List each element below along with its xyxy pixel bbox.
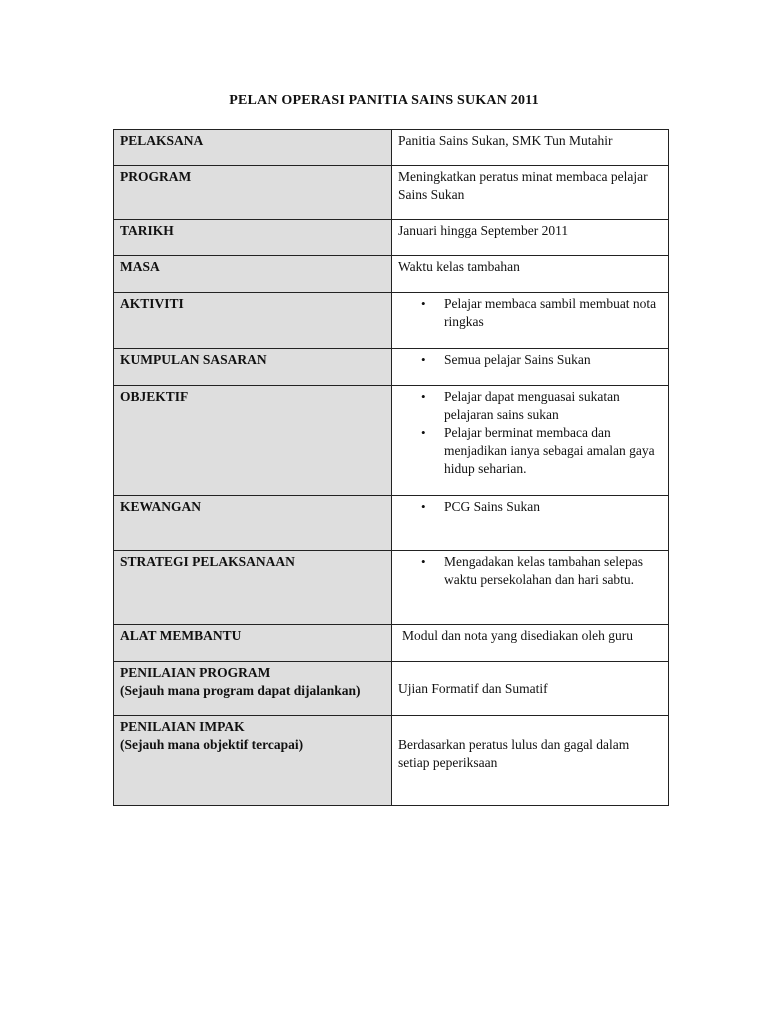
row-value-cell <box>392 625 669 662</box>
row-label-cell <box>114 293 392 349</box>
row-label-cell <box>114 551 392 625</box>
row-label-cell <box>114 386 392 496</box>
row-label: STRATEGI PELAKSANAAN <box>120 554 295 569</box>
list-item: • PCG Sains Sukan <box>398 498 662 516</box>
row-sublabel: (Sejauh mana objektif tercapai) <box>120 737 304 752</box>
row-value-cell <box>392 551 669 625</box>
bullet-list <box>398 553 662 589</box>
row-label: AKTIVITI <box>120 296 184 311</box>
table-row-objektif <box>114 386 669 496</box>
list-item: • Pelajar membaca sambil membuat nota ringkas <box>398 295 662 331</box>
operation-plan-table <box>113 129 669 806</box>
table-row-kewangan <box>114 496 669 551</box>
row-value-cell <box>392 256 669 293</box>
table-row-kumpulan-sasaran <box>114 349 669 386</box>
table-row-tarikh <box>114 220 669 256</box>
row-value: Modul dan nota yang disediakan oleh guru <box>402 628 633 643</box>
list-item: • Mengadakan kelas tambahan selepas waktu persekolahan dan hari sabtu. <box>398 553 662 589</box>
row-label-cell <box>114 496 392 551</box>
table-row-alat-membantu <box>114 625 669 662</box>
table-row-pelaksana <box>114 130 669 166</box>
row-value: Berdasarkan peratus lulus dan gagal dalam setiap peperiksaan <box>398 737 630 770</box>
row-label: KUMPULAN SASARAN <box>120 352 267 367</box>
table-row-penilaian-impak <box>114 716 669 806</box>
row-label: PELAKSANA <box>120 133 204 148</box>
row-label: KEWANGAN <box>120 499 202 514</box>
row-value-cell <box>392 716 669 806</box>
row-value-cell <box>392 293 669 349</box>
row-value: Waktu kelas tambahan <box>398 259 520 274</box>
row-value: Ujian Formatif dan Sumatif <box>398 681 548 696</box>
row-label: TARIKH <box>120 223 174 238</box>
row-label-cell <box>114 220 392 256</box>
row-label: OBJEKTIF <box>120 389 189 404</box>
row-value-cell <box>392 496 669 551</box>
bullet-list <box>398 295 662 331</box>
row-label: MASA <box>120 259 160 274</box>
table-row-strategi-pelaksanaan <box>114 551 669 625</box>
row-label-cell <box>114 166 392 220</box>
bullet-list <box>398 388 662 478</box>
table-row-masa <box>114 256 669 293</box>
row-label-cell <box>114 625 392 662</box>
row-value: Januari hingga September 2011 <box>398 223 569 238</box>
row-sublabel: (Sejauh mana program dapat dijalankan) <box>120 683 361 698</box>
table-row-aktiviti <box>114 293 669 349</box>
row-value-cell <box>392 662 669 716</box>
row-label: PROGRAM <box>120 169 192 184</box>
document-title: PELAN OPERASI PANITIA SAINS SUKAN 2011 <box>229 93 539 108</box>
row-value-cell <box>392 349 669 386</box>
row-value: Panitia Sains Sukan, SMK Tun Mutahir <box>398 133 613 148</box>
row-label: PENILAIAN IMPAK <box>120 719 245 734</box>
list-item: • Pelajar berminat membaca dan menjadikan ianya sebagai amalan gaya hidup seharian. <box>398 424 662 478</box>
row-label-cell <box>114 130 392 166</box>
row-label: ALAT MEMBANTU <box>120 628 242 643</box>
list-item: • Pelajar dapat menguasai sukatan pelajaran sains sukan <box>398 388 662 424</box>
bullet-list <box>398 498 662 516</box>
row-label: PENILAIAN PROGRAM <box>120 665 271 680</box>
bullet-list <box>398 351 662 369</box>
table-row-program <box>114 166 669 220</box>
row-value: Meningkatkan peratus minat membaca pelajar Sains Sukan <box>398 169 648 202</box>
row-value-cell <box>392 220 669 256</box>
row-label-cell <box>114 349 392 386</box>
row-value-cell <box>392 386 669 496</box>
row-value-cell <box>392 166 669 220</box>
row-label-cell <box>114 716 392 806</box>
row-label-cell <box>114 662 392 716</box>
table-row-penilaian-program <box>114 662 669 716</box>
list-item: • Semua pelajar Sains Sukan <box>398 351 662 369</box>
row-label-cell <box>114 256 392 293</box>
row-value-cell <box>392 130 669 166</box>
